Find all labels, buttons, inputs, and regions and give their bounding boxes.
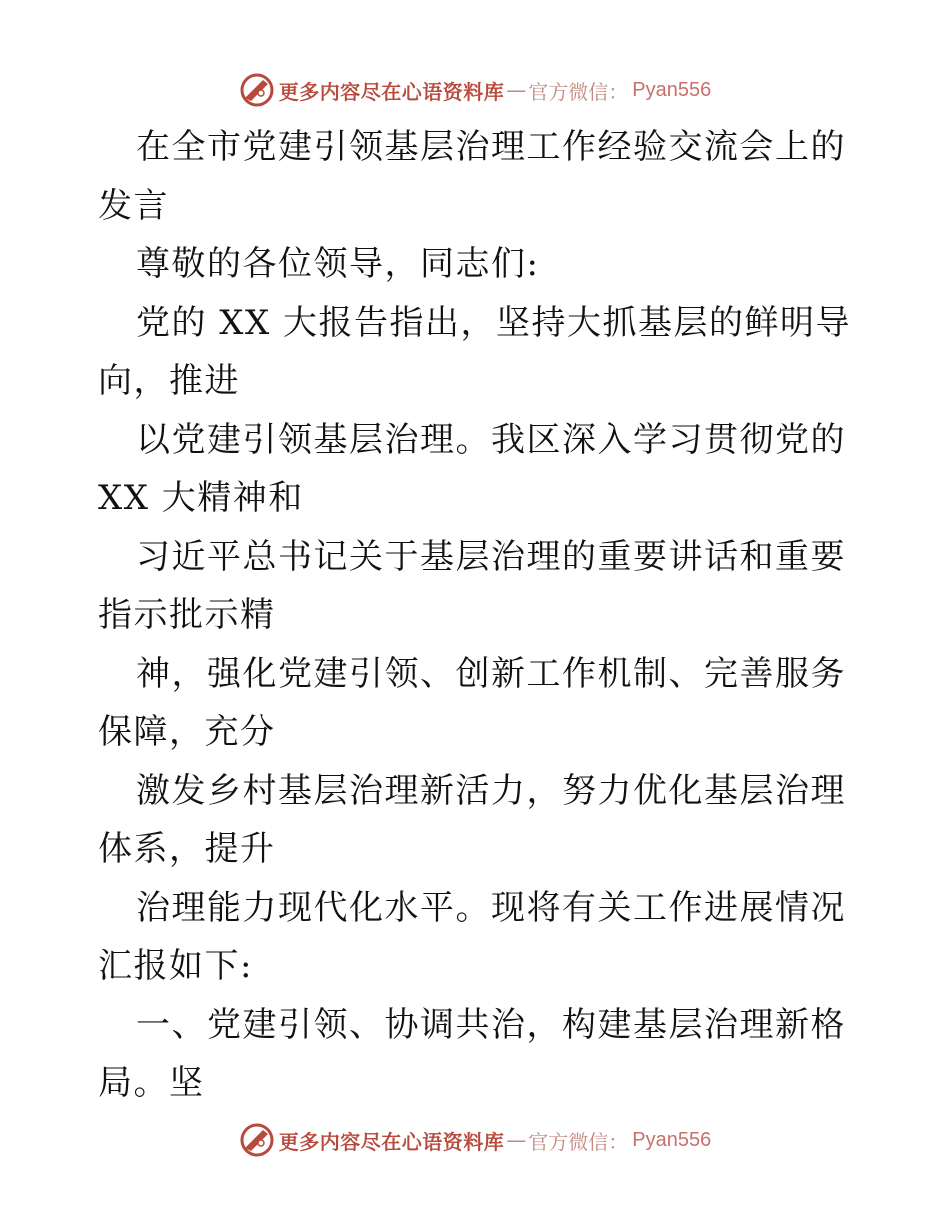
paragraph: 习近平总书记关于基层治理的重要讲话和重要指示批示精 xyxy=(98,536,846,635)
watermark-wechat-id: Pyan556 xyxy=(632,1128,712,1151)
watermark-label: 官方微信： xyxy=(528,1129,629,1154)
watermark-label: 官方微信： xyxy=(528,79,629,104)
paragraph: 尊敬的各位领导，同志们: xyxy=(136,244,540,284)
watermark-dash: — xyxy=(506,78,527,102)
paragraph: 一、党建引领、协调共治，构建基层治理新格局。坚 xyxy=(98,1004,846,1103)
watermark-text: 更多内容尽在心语资料库 xyxy=(278,1129,505,1154)
watermark-dash: — xyxy=(506,1128,527,1152)
watermark-wechat-id: Pyan556 xyxy=(632,78,712,101)
paragraph: 治理能力现代化水平。现将有关工作进展情况汇报如下: xyxy=(98,887,846,986)
paragraph: 党的 XX 大报告指出，坚持大抓基层的鲜明导向，推进 xyxy=(98,302,852,401)
watermark-text: 更多内容尽在心语资料库 xyxy=(278,79,505,104)
paragraph: 神，强化党建引领、创新工作机制、完善服务保障，充分 xyxy=(98,653,846,752)
document-body xyxy=(98,118,858,1113)
paragraph: 以党建引领基层治理。我区深入学习贯彻党的 XX 大精神和 xyxy=(98,419,846,518)
watermark-logo-icon xyxy=(239,72,275,108)
document-title: 在全市党建引领基层治理工作经验交流会上的发言 xyxy=(98,127,846,226)
footer-watermark xyxy=(0,1120,950,1160)
watermark-logo-icon xyxy=(239,1122,275,1158)
header-watermark xyxy=(0,70,950,110)
paragraph: 激发乡村基层治理新活力，努力优化基层治理体系，提升 xyxy=(98,770,846,869)
